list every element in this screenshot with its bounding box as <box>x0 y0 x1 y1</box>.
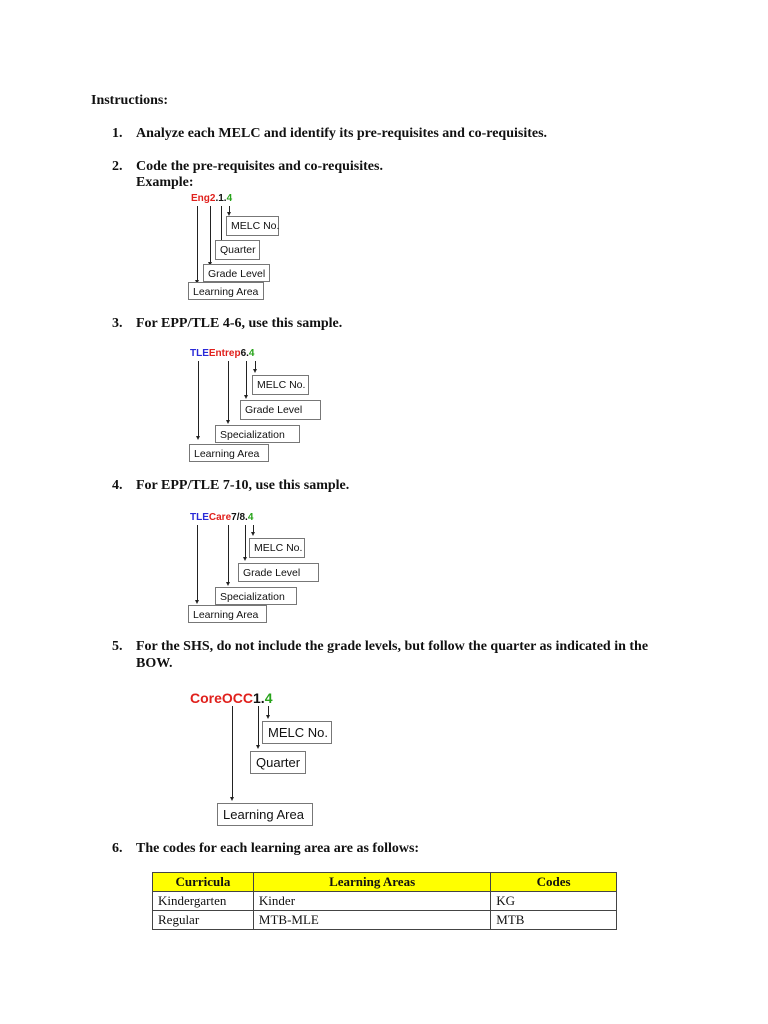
label-grade-level: Grade Level <box>238 563 319 582</box>
code-part-quarter: 1. <box>253 690 265 706</box>
arrow-head <box>230 797 234 801</box>
label-learning-area: Learning Area <box>189 444 269 462</box>
arrow-head <box>196 436 200 440</box>
code-part-quarter: .1. <box>215 193 227 204</box>
arrow-line <box>228 361 229 421</box>
item-1-text: Analyze each MELC and identify its pre-requisites and co-requisites. <box>136 126 548 141</box>
code-part-grade: 7/8. <box>231 512 248 523</box>
code-example <box>190 512 253 523</box>
header-codes: Codes <box>491 873 617 892</box>
item-2-example-label: Example: <box>136 175 194 190</box>
code-part-melc: 4 <box>226 193 233 204</box>
code-part-learning-area: TLE <box>190 512 209 523</box>
code-part-melc: 4 <box>248 348 255 359</box>
arrow-head <box>243 557 247 561</box>
item-5-text: For the SHS, do not include the grade levels, but follow the quarter as indicated in the <box>136 639 649 654</box>
label-learning-area: Learning Area <box>188 282 264 300</box>
arrow-line <box>245 525 246 558</box>
arrow-head <box>226 420 230 424</box>
label-learning-area: Learning Area <box>188 605 267 623</box>
cell-curricula: Regular <box>153 911 254 930</box>
label-specialization: Specialization <box>215 587 297 605</box>
item-6-text: The codes for each learning area are as follows: <box>136 841 420 856</box>
cell-learning-area: MTB-MLE <box>253 911 490 930</box>
cell-code: MTB <box>491 911 617 930</box>
table-row <box>153 892 617 911</box>
label-grade-level: Grade Level <box>203 264 270 282</box>
item-5-text-continued: BOW. <box>136 656 173 671</box>
item-3-text: For EPP/TLE 4-6, use this sample. <box>136 316 343 331</box>
label-melc-no: MELC No. <box>262 721 332 744</box>
header-curricula: Curricula <box>153 873 254 892</box>
cell-code: KG <box>491 892 617 911</box>
code-part-learning-area: CoreOCC <box>190 690 254 706</box>
code-part-grade: 2 <box>209 193 216 204</box>
learning-area-codes-table <box>152 872 617 930</box>
instructions-heading: Instructions: <box>91 93 169 108</box>
code-example <box>191 193 232 204</box>
item-4-number: 4. <box>112 478 123 493</box>
arrow-line <box>197 525 198 601</box>
arrow-line <box>198 361 199 437</box>
item-2-text: Code the pre-requisites and co-requisites. <box>136 159 383 174</box>
item-2-number: 2. <box>112 159 123 174</box>
arrow-line <box>232 706 233 798</box>
arrow-head <box>266 715 270 719</box>
code-example <box>190 690 273 706</box>
arrow-head <box>256 745 260 749</box>
table-row <box>153 911 617 930</box>
arrow-head <box>253 369 257 373</box>
cell-learning-area: Kinder <box>253 892 490 911</box>
item-1-number: 1. <box>112 126 123 141</box>
label-quarter: Quarter <box>215 240 260 260</box>
item-6-number: 6. <box>112 841 123 856</box>
cell-curricula: Kindergarten <box>153 892 254 911</box>
item-3-number: 3. <box>112 316 123 331</box>
label-melc-no: MELC No. <box>249 538 305 558</box>
label-melc-no: MELC No. <box>226 216 279 236</box>
code-part-specialization: Entrep <box>208 348 241 359</box>
label-grade-level: Grade Level <box>240 400 321 420</box>
code-part-melc: 4 <box>247 512 254 523</box>
arrow-head <box>195 600 199 604</box>
item-4-text: For EPP/TLE 7-10, use this sample. <box>136 478 350 493</box>
arrow-head <box>226 582 230 586</box>
item-5-number: 5. <box>112 639 123 654</box>
label-specialization: Specialization <box>215 425 300 443</box>
code-example <box>190 348 254 359</box>
code-part-learning-area: Eng <box>191 193 210 204</box>
arrow-head <box>251 532 255 536</box>
arrow-line <box>197 206 198 281</box>
label-learning-area: Learning Area <box>217 803 313 826</box>
arrow-line <box>246 361 247 396</box>
arrow-head <box>244 395 248 399</box>
code-part-learning-area: TLE <box>190 348 209 359</box>
arrow-line <box>221 206 222 244</box>
table-header-row <box>153 873 617 892</box>
arrow-line <box>228 525 229 583</box>
label-quarter: Quarter <box>250 751 306 774</box>
code-part-grade: 6. <box>240 348 249 359</box>
arrow-line <box>210 206 211 263</box>
code-part-melc: 4 <box>264 690 273 706</box>
header-learning-areas: Learning Areas <box>253 873 490 892</box>
code-part-specialization: Care <box>208 512 232 523</box>
arrow-line <box>258 706 259 746</box>
label-melc-no: MELC No. <box>252 375 309 395</box>
